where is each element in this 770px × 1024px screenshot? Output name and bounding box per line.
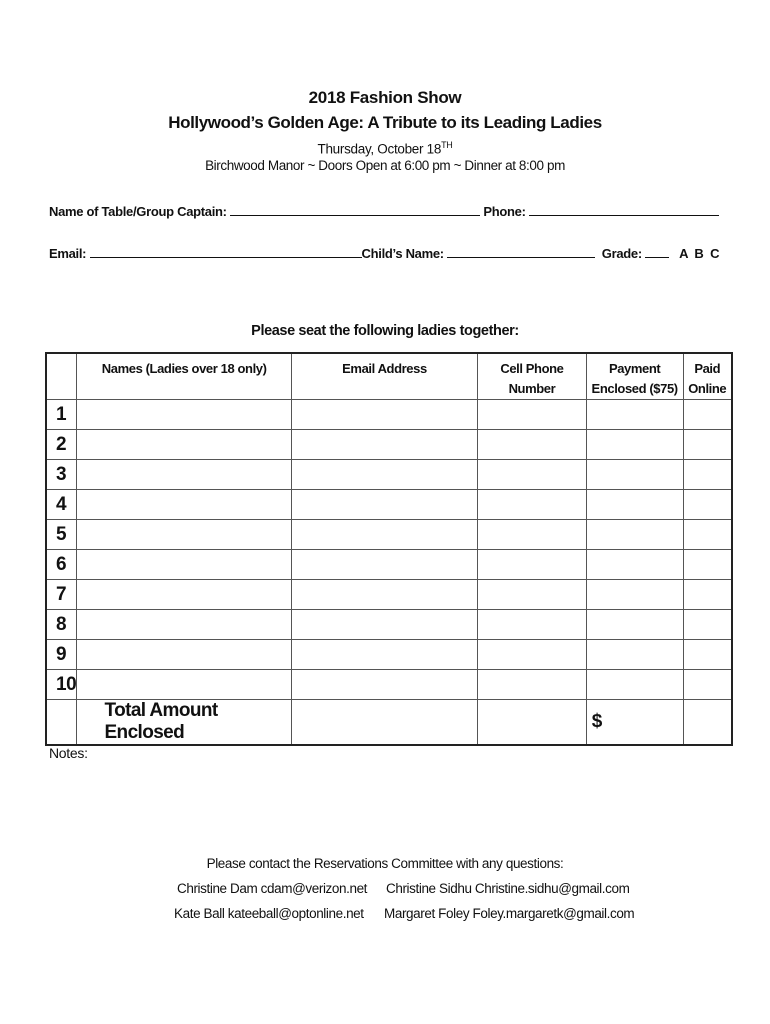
seating-title: Please seat the following ladies together:: [251, 323, 519, 339]
cell-phone-field[interactable]: [478, 640, 587, 670]
captain-field[interactable]: [230, 203, 480, 216]
row-number: 6: [46, 550, 77, 580]
email-address-field[interactable]: [291, 610, 477, 640]
payment-field[interactable]: [586, 490, 683, 520]
email-address-field[interactable]: [291, 640, 477, 670]
table-row: [46, 610, 732, 640]
email-address-field[interactable]: [291, 520, 477, 550]
header-email: Email Address: [291, 353, 477, 400]
table-row: [46, 640, 732, 670]
grade-options[interactable]: A B C: [679, 246, 720, 261]
email-label: Email:: [49, 246, 87, 261]
name-field[interactable]: [77, 610, 291, 640]
contact-heading: Please contact the Reservations Committee with any questions:: [206, 856, 564, 871]
name-field[interactable]: [77, 580, 291, 610]
email-address-field[interactable]: [291, 400, 477, 430]
name-field[interactable]: [77, 490, 291, 520]
row-number: 3: [46, 460, 77, 490]
row-number: 4: [46, 490, 77, 520]
row-number: 1: [46, 400, 77, 430]
paid-online-field[interactable]: [683, 670, 732, 700]
paid-online-field[interactable]: [683, 460, 732, 490]
total-paid-cell: [683, 700, 732, 746]
total-phone-cell: [478, 700, 587, 746]
cell-phone-field[interactable]: [478, 580, 587, 610]
payment-field[interactable]: [586, 640, 683, 670]
table-header-row: [46, 353, 732, 400]
captain-row: [49, 203, 719, 219]
payment-field[interactable]: [586, 460, 683, 490]
event-subtitle: Hollywood’s Golden Age: A Tribute to its Leading Ladies: [168, 113, 602, 132]
cell-phone-field[interactable]: [478, 460, 587, 490]
email-address-field[interactable]: [291, 430, 477, 460]
header-paid: [683, 353, 732, 400]
name-field[interactable]: [77, 520, 291, 550]
email-row: [49, 245, 719, 261]
cell-phone-field[interactable]: [478, 490, 587, 520]
event-venue: Birchwood Manor ~ Doors Open at 6:00 pm ~ Dinner at 8:00 pm: [205, 158, 565, 173]
payment-field[interactable]: [586, 580, 683, 610]
cell-phone-field[interactable]: [478, 520, 587, 550]
email-field[interactable]: [90, 245, 362, 258]
table-row: [46, 460, 732, 490]
name-field[interactable]: [77, 640, 291, 670]
header-paid-line1: Paid: [694, 361, 721, 376]
payment-field[interactable]: [586, 520, 683, 550]
contact-person: Margaret Foley Foley.margaretk@gmail.com: [384, 906, 635, 921]
total-email-cell: [291, 700, 477, 746]
name-field[interactable]: [77, 400, 291, 430]
row-number: 5: [46, 520, 77, 550]
email-address-field[interactable]: [291, 580, 477, 610]
email-address-field[interactable]: [291, 460, 477, 490]
paid-online-field[interactable]: [683, 430, 732, 460]
captain-label: Name of Table/Group Captain:: [49, 204, 227, 219]
grade-label: Grade:: [601, 246, 642, 261]
header-phone: Cell Phone Number: [478, 353, 587, 400]
cell-phone-field[interactable]: [478, 550, 587, 580]
name-field[interactable]: [77, 670, 291, 700]
email-address-field[interactable]: [291, 550, 477, 580]
cell-phone-field[interactable]: [478, 670, 587, 700]
header-payment-line1: Payment: [608, 361, 661, 376]
row-number: 2: [46, 430, 77, 460]
paid-online-field[interactable]: [683, 520, 732, 550]
notes-label: Notes:: [49, 745, 88, 761]
row-number: 10: [46, 670, 77, 700]
child-name-field[interactable]: [447, 245, 595, 258]
table-row: [46, 670, 732, 700]
email-address-field[interactable]: [291, 490, 477, 520]
total-blank-cell: [46, 700, 77, 746]
row-number: 8: [46, 610, 77, 640]
phone-field[interactable]: [529, 203, 719, 216]
total-label: Total Amount Enclosed: [77, 700, 291, 746]
event-title: 2018 Fashion Show: [308, 88, 462, 107]
paid-online-field[interactable]: [683, 580, 732, 610]
table-row: [46, 550, 732, 580]
table-row: [46, 400, 732, 430]
paid-online-field[interactable]: [683, 610, 732, 640]
event-date-text: Thursday, October 18: [317, 141, 442, 157]
row-number: 7: [46, 580, 77, 610]
header-payment: [586, 353, 683, 400]
total-row: [46, 700, 732, 746]
paid-online-field[interactable]: [683, 400, 732, 430]
cell-phone-field[interactable]: [478, 430, 587, 460]
name-field[interactable]: [77, 460, 291, 490]
name-field[interactable]: [77, 430, 291, 460]
table-row: [46, 430, 732, 460]
total-amount-field[interactable]: $: [586, 700, 683, 746]
phone-label: Phone:: [483, 204, 526, 219]
paid-online-field[interactable]: [683, 490, 732, 520]
child-label: Child’s Name:: [361, 246, 444, 261]
contact-person: Kate Ball kateeball@optonline.net: [174, 906, 364, 921]
row-number: 9: [46, 640, 77, 670]
cell-phone-field[interactable]: [478, 610, 587, 640]
payment-field[interactable]: [586, 610, 683, 640]
header-number: [46, 353, 77, 400]
cell-phone-field[interactable]: [478, 400, 587, 430]
event-date: [0, 140, 770, 157]
contact-person: Christine Sidhu Christine.sidhu@gmail.com: [386, 881, 630, 896]
email-address-field[interactable]: [291, 670, 477, 700]
grade-field[interactable]: [645, 245, 669, 258]
table-row: [46, 490, 732, 520]
table-row: [46, 520, 732, 550]
payment-field[interactable]: [586, 400, 683, 430]
payment-field[interactable]: [586, 670, 683, 700]
seating-table: [45, 352, 733, 746]
payment-field[interactable]: [586, 550, 683, 580]
contact-person: Christine Dam cdam@verizon.net: [177, 881, 368, 896]
name-field[interactable]: [77, 550, 291, 580]
header-payment-line2: Enclosed ($75): [591, 381, 678, 396]
payment-field[interactable]: [586, 430, 683, 460]
event-date-suffix: TH: [441, 140, 453, 150]
header-names: Names (Ladies over 18 only): [77, 353, 291, 400]
paid-online-field[interactable]: [683, 640, 732, 670]
table-row: [46, 580, 732, 610]
header-paid-line2: Online: [688, 381, 727, 396]
paid-online-field[interactable]: [683, 550, 732, 580]
